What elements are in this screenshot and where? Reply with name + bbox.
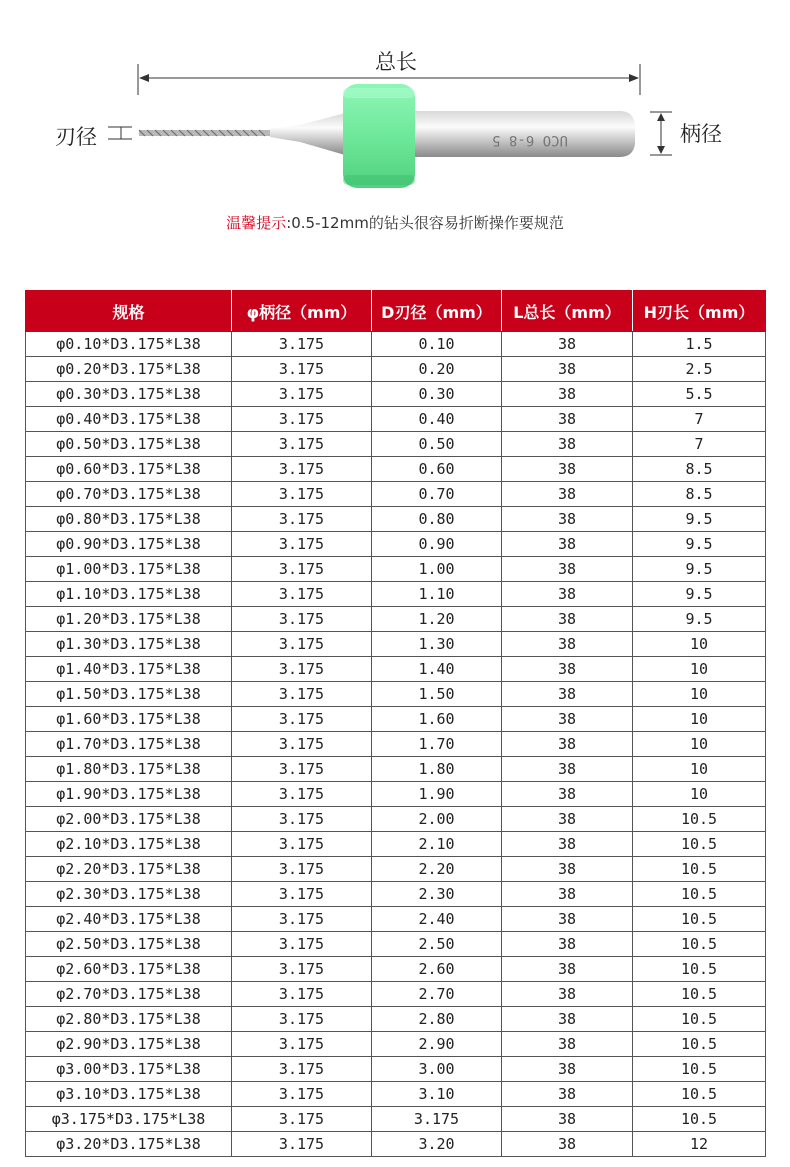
- cell-shank-diameter: 3.175: [232, 407, 372, 432]
- cell-total-length: 38: [502, 682, 633, 707]
- cell-blade-diameter: 1.80: [372, 757, 502, 782]
- total-length-label: 总长: [375, 50, 417, 74]
- cell-spec: φ0.80*D3.175*L38: [26, 507, 232, 532]
- warm-tip-text: :0.5-12mm的钻头很容易折断操作要规范: [286, 214, 564, 232]
- table-row: [26, 732, 766, 757]
- cell-blade-diameter: 1.20: [372, 607, 502, 632]
- drill-flute: [139, 130, 271, 136]
- blade-diameter-label: 刃径: [55, 125, 97, 149]
- table-row: [26, 757, 766, 782]
- cell-spec: φ2.30*D3.175*L38: [26, 882, 232, 907]
- cell-total-length: 38: [502, 957, 633, 982]
- cell-total-length: 38: [502, 432, 633, 457]
- cell-shank-diameter: 3.175: [232, 532, 372, 557]
- cell-total-length: 38: [502, 932, 633, 957]
- cell-blade-length: 10: [633, 732, 766, 757]
- cell-blade-length: 9.5: [633, 582, 766, 607]
- cell-spec: φ3.00*D3.175*L38: [26, 1057, 232, 1082]
- cell-spec: φ2.80*D3.175*L38: [26, 1007, 232, 1032]
- table-row: [26, 1132, 766, 1157]
- table-row: [26, 507, 766, 532]
- cell-shank-diameter: 3.175: [232, 357, 372, 382]
- header-blade-length: H刃长（mm）: [633, 291, 766, 332]
- cell-spec: φ1.70*D3.175*L38: [26, 732, 232, 757]
- cell-total-length: 38: [502, 907, 633, 932]
- cell-blade-diameter: 0.40: [372, 407, 502, 432]
- cell-blade-length: 10.5: [633, 1107, 766, 1132]
- cell-blade-diameter: 2.40: [372, 907, 502, 932]
- cell-blade-diameter: 3.20: [372, 1132, 502, 1157]
- cell-shank-diameter: 3.175: [232, 457, 372, 482]
- cell-blade-diameter: 0.20: [372, 357, 502, 382]
- cell-spec: φ0.70*D3.175*L38: [26, 482, 232, 507]
- cell-total-length: 38: [502, 557, 633, 582]
- warm-tip-label: 温馨提示: [226, 214, 287, 232]
- cell-spec: φ1.40*D3.175*L38: [26, 657, 232, 682]
- cell-blade-diameter: 1.30: [372, 632, 502, 657]
- locating-ring: [343, 84, 415, 188]
- cell-blade-length: 10.5: [633, 1032, 766, 1057]
- cell-shank-diameter: 3.175: [232, 907, 372, 932]
- cell-shank-diameter: 3.175: [232, 432, 372, 457]
- cell-blade-length: 10.5: [633, 1082, 766, 1107]
- table-row: [26, 382, 766, 407]
- cell-blade-length: 9.5: [633, 507, 766, 532]
- table-row: [26, 782, 766, 807]
- cell-spec: φ0.10*D3.175*L38: [26, 332, 232, 357]
- cell-blade-length: 10: [633, 757, 766, 782]
- cell-shank-diameter: 3.175: [232, 882, 372, 907]
- shank-diameter-dimension: [650, 112, 672, 155]
- cell-blade-diameter: 0.10: [372, 332, 502, 357]
- cell-spec: φ3.10*D3.175*L38: [26, 1082, 232, 1107]
- table-row: [26, 807, 766, 832]
- table-row: [26, 357, 766, 382]
- cell-blade-length: 10.5: [633, 807, 766, 832]
- table-row: [26, 1007, 766, 1032]
- cell-blade-diameter: 2.50: [372, 932, 502, 957]
- cell-shank-diameter: 3.175: [232, 682, 372, 707]
- cell-total-length: 38: [502, 832, 633, 857]
- cell-shank-diameter: 3.175: [232, 632, 372, 657]
- cell-shank-diameter: 3.175: [232, 1032, 372, 1057]
- table-row: [26, 832, 766, 857]
- cell-spec: φ2.40*D3.175*L38: [26, 907, 232, 932]
- cell-total-length: 38: [502, 1007, 633, 1032]
- cell-shank-diameter: 3.175: [232, 507, 372, 532]
- cell-blade-diameter: 2.60: [372, 957, 502, 982]
- table-row: [26, 857, 766, 882]
- cell-blade-length: 8.5: [633, 457, 766, 482]
- table-row: [26, 1032, 766, 1057]
- cell-blade-length: 10: [633, 707, 766, 732]
- cell-blade-diameter: 2.70: [372, 982, 502, 1007]
- cell-total-length: 38: [502, 632, 633, 657]
- blade-diameter-dimension: [108, 127, 132, 139]
- cell-shank-diameter: 3.175: [232, 1132, 372, 1157]
- table-row: [26, 557, 766, 582]
- table-row: [26, 982, 766, 1007]
- table-row: [26, 482, 766, 507]
- cell-blade-length: 8.5: [633, 482, 766, 507]
- cell-spec: φ1.10*D3.175*L38: [26, 582, 232, 607]
- cell-blade-length: 10.5: [633, 832, 766, 857]
- cell-blade-diameter: 1.70: [372, 732, 502, 757]
- cell-shank-diameter: 3.175: [232, 1107, 372, 1132]
- table-header-row: [26, 291, 766, 332]
- cell-shank-diameter: 3.175: [232, 982, 372, 1007]
- cell-total-length: 38: [502, 582, 633, 607]
- cell-blade-diameter: 3.175: [372, 1107, 502, 1132]
- cell-shank-diameter: 3.175: [232, 857, 372, 882]
- cell-shank-diameter: 3.175: [232, 1007, 372, 1032]
- cell-shank-diameter: 3.175: [232, 807, 372, 832]
- cell-blade-length: 10.5: [633, 1007, 766, 1032]
- cell-spec: φ2.10*D3.175*L38: [26, 832, 232, 857]
- cell-spec: φ2.60*D3.175*L38: [26, 957, 232, 982]
- cell-shank-diameter: 3.175: [232, 332, 372, 357]
- cell-spec: φ0.20*D3.175*L38: [26, 357, 232, 382]
- cell-blade-diameter: 2.20: [372, 857, 502, 882]
- cell-blade-length: 10.5: [633, 907, 766, 932]
- table-row: [26, 907, 766, 932]
- cell-total-length: 38: [502, 1107, 633, 1132]
- cell-blade-length: 10.5: [633, 982, 766, 1007]
- cell-blade-length: 10.5: [633, 957, 766, 982]
- cell-spec: φ1.50*D3.175*L38: [26, 682, 232, 707]
- cell-total-length: 38: [502, 982, 633, 1007]
- cell-spec: φ1.30*D3.175*L38: [26, 632, 232, 657]
- cell-blade-diameter: 0.30: [372, 382, 502, 407]
- cell-shank-diameter: 3.175: [232, 732, 372, 757]
- cell-shank-diameter: 3.175: [232, 382, 372, 407]
- cell-total-length: 38: [502, 532, 633, 557]
- table-row: [26, 932, 766, 957]
- drill-diagram: [0, 0, 790, 250]
- cell-blade-length: 10.5: [633, 882, 766, 907]
- header-spec: 规格: [26, 291, 232, 332]
- cell-total-length: 38: [502, 1082, 633, 1107]
- cell-shank-diameter: 3.175: [232, 482, 372, 507]
- cell-shank-diameter: 3.175: [232, 832, 372, 857]
- cell-blade-diameter: 0.80: [372, 507, 502, 532]
- cell-shank-diameter: 3.175: [232, 957, 372, 982]
- cell-total-length: 38: [502, 857, 633, 882]
- cell-spec: φ3.20*D3.175*L38: [26, 1132, 232, 1157]
- cell-blade-length: 9.5: [633, 557, 766, 582]
- cell-blade-diameter: 0.70: [372, 482, 502, 507]
- cell-blade-length: 10: [633, 657, 766, 682]
- cell-spec: φ1.90*D3.175*L38: [26, 782, 232, 807]
- table-row: [26, 657, 766, 682]
- cell-total-length: 38: [502, 457, 633, 482]
- cell-blade-diameter: 1.90: [372, 782, 502, 807]
- cell-blade-diameter: 0.50: [372, 432, 502, 457]
- table-row: [26, 532, 766, 557]
- cell-blade-diameter: 1.50: [372, 682, 502, 707]
- cell-blade-diameter: 1.00: [372, 557, 502, 582]
- table-row: [26, 957, 766, 982]
- cell-blade-length: 10: [633, 682, 766, 707]
- cell-shank-diameter: 3.175: [232, 582, 372, 607]
- cell-spec: φ0.90*D3.175*L38: [26, 532, 232, 557]
- cell-shank-diameter: 3.175: [232, 932, 372, 957]
- cell-blade-length: 1.5: [633, 332, 766, 357]
- shank-diameter-label: 柄径: [680, 122, 722, 146]
- cell-blade-length: 9.5: [633, 532, 766, 557]
- cell-total-length: 38: [502, 382, 633, 407]
- cell-shank-diameter: 3.175: [232, 782, 372, 807]
- table-row: [26, 1082, 766, 1107]
- cell-blade-length: 10: [633, 632, 766, 657]
- cell-blade-length: 7: [633, 407, 766, 432]
- cell-blade-diameter: 2.10: [372, 832, 502, 857]
- table-row: [26, 1057, 766, 1082]
- cell-spec: φ2.20*D3.175*L38: [26, 857, 232, 882]
- table-row: [26, 332, 766, 357]
- cell-blade-length: 2.5: [633, 357, 766, 382]
- cell-spec: φ0.30*D3.175*L38: [26, 382, 232, 407]
- cell-blade-length: 9.5: [633, 607, 766, 632]
- header-total-length: L总长（mm）: [502, 291, 633, 332]
- cell-blade-diameter: 3.10: [372, 1082, 502, 1107]
- cell-blade-diameter: 1.60: [372, 707, 502, 732]
- cell-shank-diameter: 3.175: [232, 557, 372, 582]
- cell-total-length: 38: [502, 482, 633, 507]
- cell-spec: φ2.90*D3.175*L38: [26, 1032, 232, 1057]
- table-row: [26, 632, 766, 657]
- cell-shank-diameter: 3.175: [232, 707, 372, 732]
- cell-blade-diameter: 0.90: [372, 532, 502, 557]
- table-row: [26, 407, 766, 432]
- table-row: [26, 582, 766, 607]
- cell-spec: φ1.20*D3.175*L38: [26, 607, 232, 632]
- cell-total-length: 38: [502, 657, 633, 682]
- cell-total-length: 38: [502, 407, 633, 432]
- cell-total-length: 38: [502, 507, 633, 532]
- cell-spec: φ2.70*D3.175*L38: [26, 982, 232, 1007]
- table-row: [26, 1107, 766, 1132]
- cell-total-length: 38: [502, 732, 633, 757]
- table-row: [26, 607, 766, 632]
- shank-engraving: UCO 6-8 5: [492, 132, 568, 148]
- cell-blade-diameter: 1.10: [372, 582, 502, 607]
- cell-blade-length: 7: [633, 432, 766, 457]
- cell-spec: φ1.80*D3.175*L38: [26, 757, 232, 782]
- cell-blade-length: 10.5: [633, 932, 766, 957]
- cell-spec: φ2.50*D3.175*L38: [26, 932, 232, 957]
- cell-total-length: 38: [502, 332, 633, 357]
- cell-spec: φ3.175*D3.175*L38: [26, 1107, 232, 1132]
- cell-shank-diameter: 3.175: [232, 1057, 372, 1082]
- cell-blade-length: 5.5: [633, 382, 766, 407]
- cell-total-length: 38: [502, 882, 633, 907]
- drill-neck: [270, 113, 345, 155]
- cell-blade-length: 12: [633, 1132, 766, 1157]
- cell-blade-length: 10.5: [633, 1057, 766, 1082]
- cell-spec: φ0.60*D3.175*L38: [26, 457, 232, 482]
- cell-blade-diameter: 3.00: [372, 1057, 502, 1082]
- cell-spec: φ1.00*D3.175*L38: [26, 557, 232, 582]
- cell-shank-diameter: 3.175: [232, 607, 372, 632]
- table-row: [26, 457, 766, 482]
- header-blade-diameter: D刃径（mm）: [372, 291, 502, 332]
- cell-spec: φ0.40*D3.175*L38: [26, 407, 232, 432]
- cell-total-length: 38: [502, 1132, 633, 1157]
- cell-total-length: 38: [502, 357, 633, 382]
- cell-blade-length: 10: [633, 782, 766, 807]
- cell-total-length: 38: [502, 1057, 633, 1082]
- cell-shank-diameter: 3.175: [232, 1082, 372, 1107]
- cell-blade-diameter: 2.90: [372, 1032, 502, 1057]
- cell-total-length: 38: [502, 607, 633, 632]
- cell-total-length: 38: [502, 782, 633, 807]
- cell-shank-diameter: 3.175: [232, 757, 372, 782]
- cell-blade-diameter: 2.30: [372, 882, 502, 907]
- cell-blade-diameter: 2.00: [372, 807, 502, 832]
- spec-table: [25, 290, 766, 1157]
- cell-total-length: 38: [502, 707, 633, 732]
- cell-blade-diameter: 2.80: [372, 1007, 502, 1032]
- table-row: [26, 682, 766, 707]
- cell-total-length: 38: [502, 1032, 633, 1057]
- cell-total-length: 38: [502, 757, 633, 782]
- spec-table-body: [26, 332, 766, 1157]
- cell-shank-diameter: 3.175: [232, 657, 372, 682]
- cell-blade-length: 10.5: [633, 857, 766, 882]
- warm-tip: [0, 212, 790, 233]
- header-shank-diameter: φ柄径（mm）: [232, 291, 372, 332]
- table-row: [26, 882, 766, 907]
- table-row: [26, 432, 766, 457]
- table-row: [26, 707, 766, 732]
- cell-blade-diameter: 0.60: [372, 457, 502, 482]
- cell-total-length: 38: [502, 807, 633, 832]
- cell-spec: φ2.00*D3.175*L38: [26, 807, 232, 832]
- cell-spec: φ0.50*D3.175*L38: [26, 432, 232, 457]
- cell-spec: φ1.60*D3.175*L38: [26, 707, 232, 732]
- cell-blade-diameter: 1.40: [372, 657, 502, 682]
